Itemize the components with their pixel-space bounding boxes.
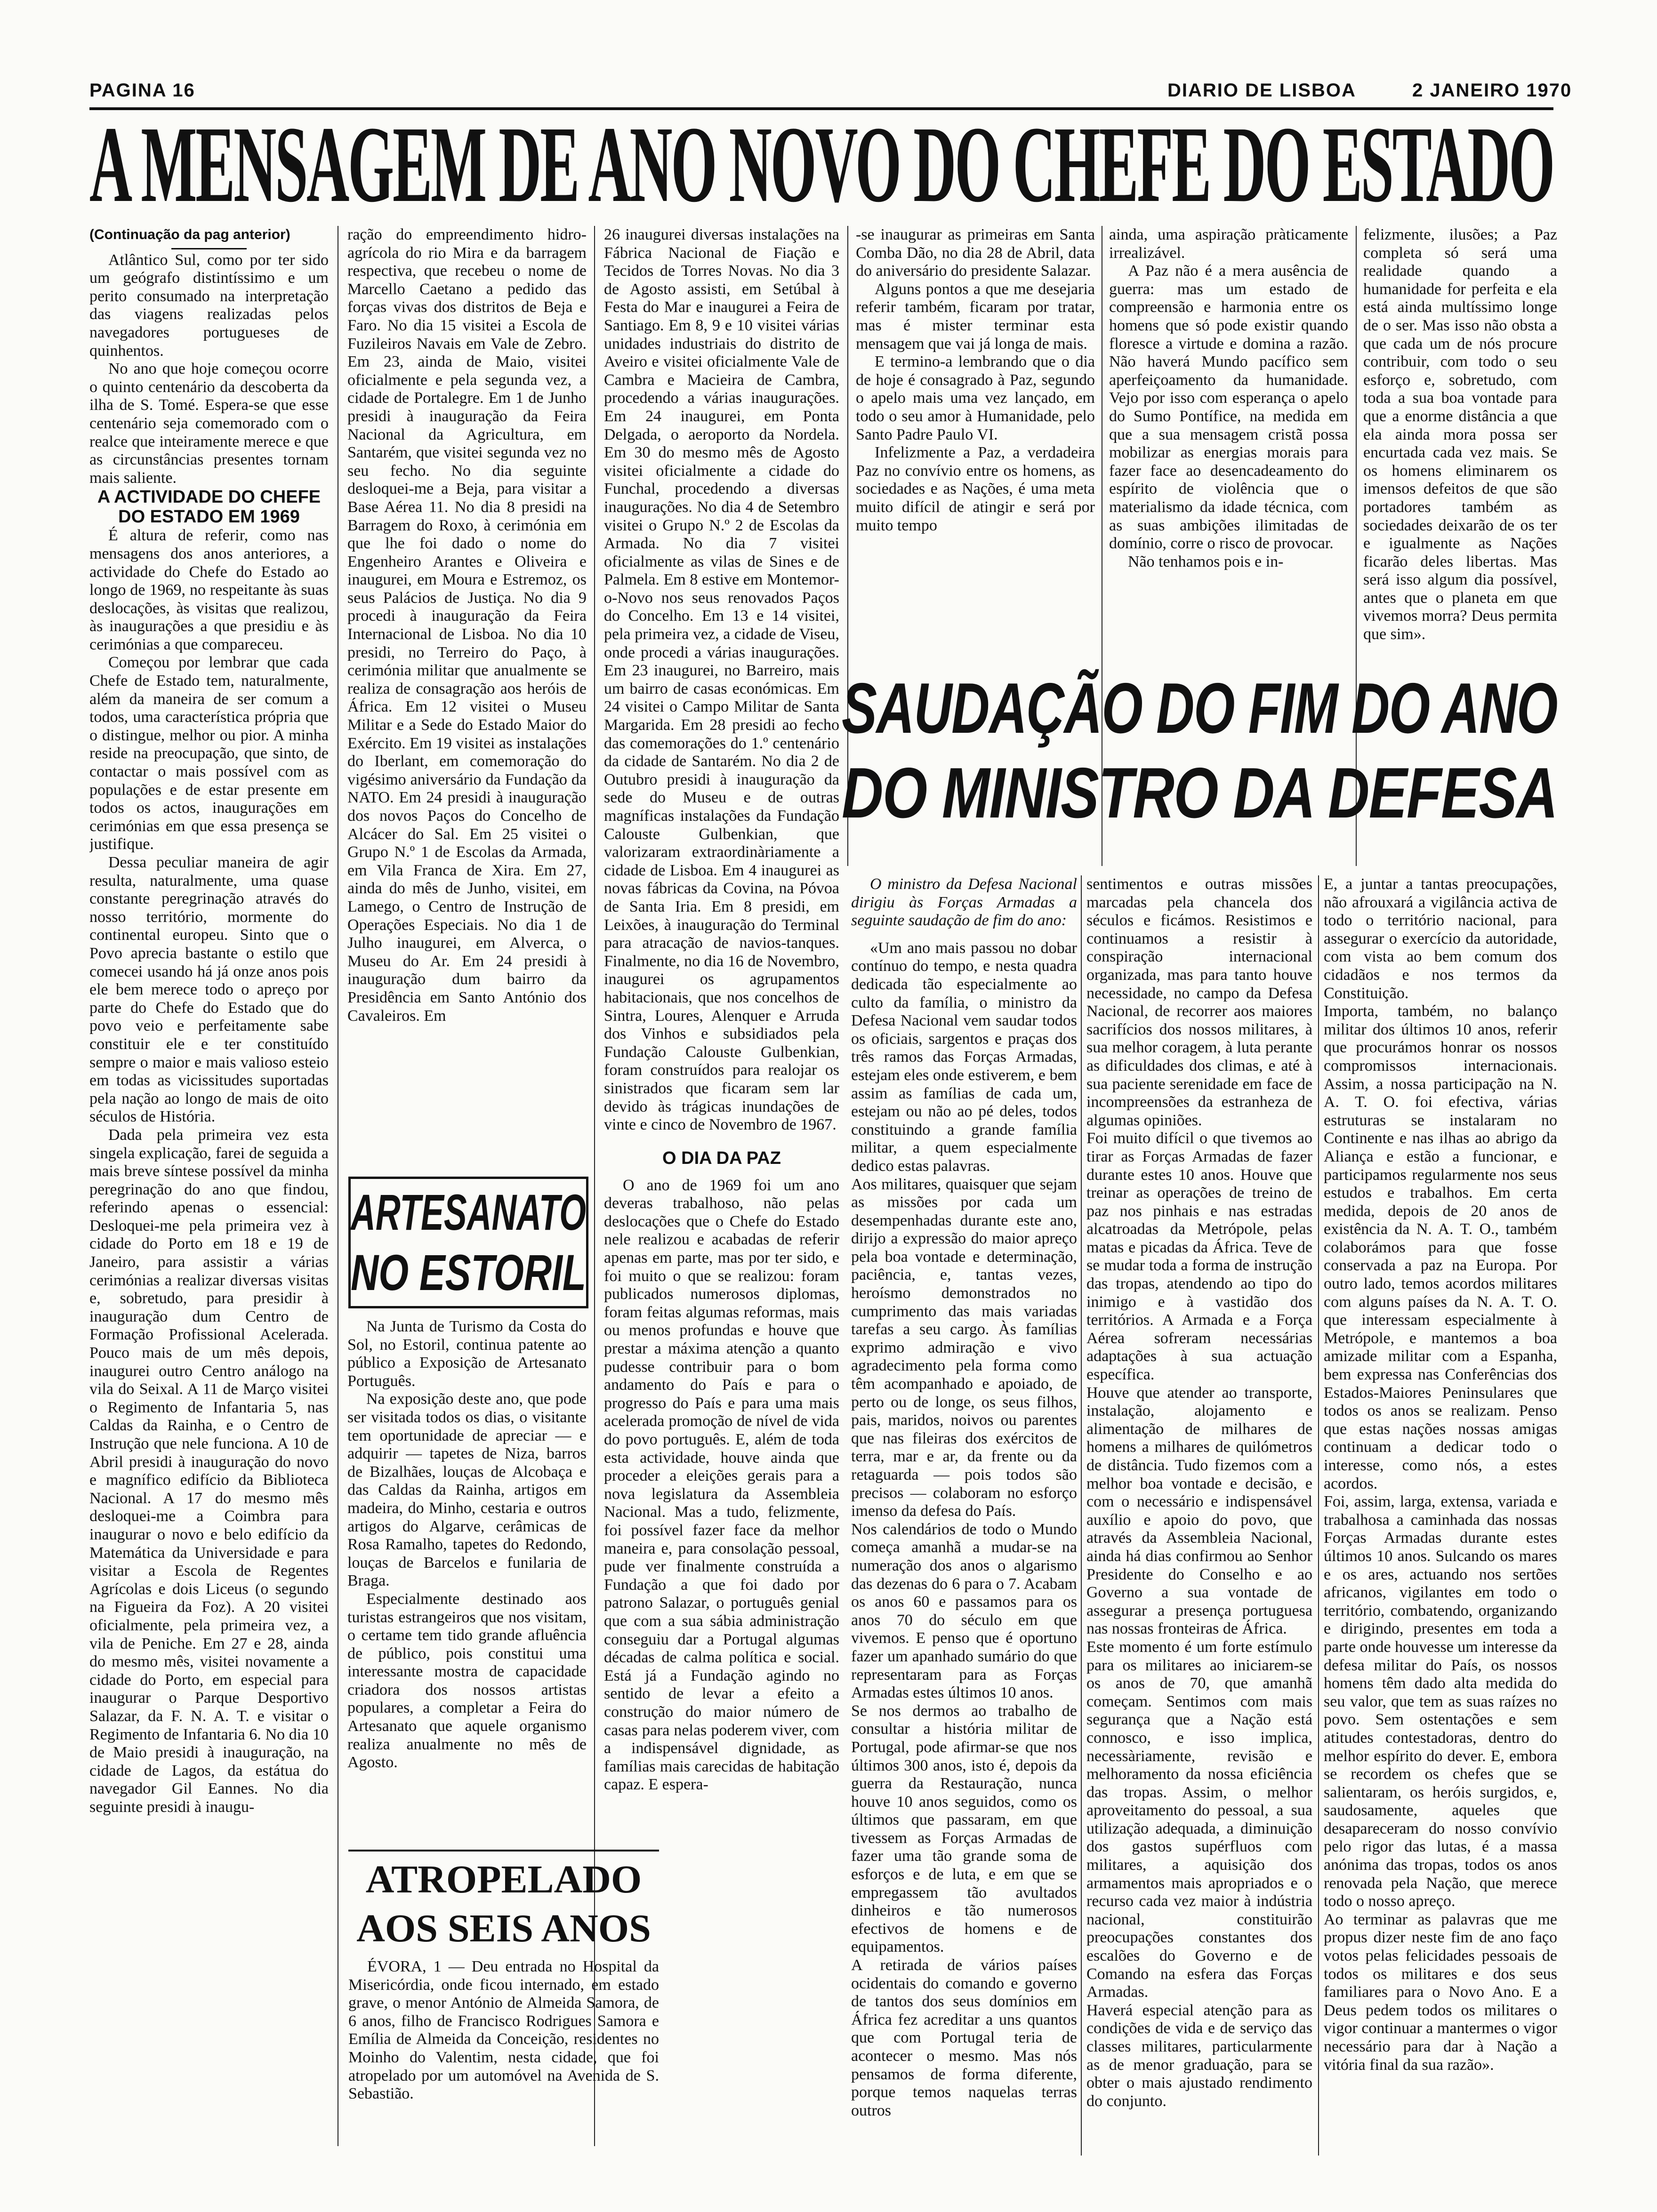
artesanato-title-line1: ARTESANATO: [351, 1185, 586, 1240]
paragraph: Dessa peculiar maneira de agir resulta, naturalmente, uma quase constante peregrinação através do nosso território, mormente do continental europeu. Sinto que o Povo aprecia bastante o estilo que comecei usando há já onze anos pois ele bem merece todo o apreço por parte do Chefe do Estado que do povo veio e perfeitamente sabe constituir ele e ter constituído sempre o maior e mais valioso esteio em todas as vicissitudes suportadas pela nação ao longo de mais de oito séculos de História.: [89, 854, 329, 1126]
issue-date: 2 JANEIRO 1970: [1412, 80, 1572, 101]
artesanato-title-box: [348, 1177, 588, 1308]
saudacao-intro: O ministro da Defesa Nacional dirigiu às Forças Armadas a seguinte saudação de fim do ano:: [851, 875, 1077, 930]
divider: [348, 1850, 659, 1851]
paragraph: ração do empreendimento hidro-agrícola do rio Mira e da barragem respectiva, que recebeu o nome de Marcello Caetano a pedido das forças vivas dos distritos de Beja e Faro. No dia 15 visitei a Escola de Fuzileiros Navais em Vale de Zebro. Em 23, ainda de Maio, visitei oficialmente e pela segunda vez, a cidade de Portalegre. Em 1 de Junho presidi à inauguração da Feira Nacional da Agricultura, em Santarém, que visitei segunda vez no seu fecho. No dia seguinte desloquei-me a Beja, para visitar a Base Aérea 11. No dia 8 presidi na Barragem do Roxo, à cerimónia em que lhe foi dado o nome do Engenheiro Arantes e Oliveira e inaugurei, em Moura e Estremoz, os seus Palácios de Justiça. No dia 9 procedi à inauguração da Feira Internacional de Lisboa. No dia 10 presidi, no Terreiro do Paço, à cerimónia militar que anualmente se realiza de consagração aos heróis de África. Em 12 visitei o Museu Militar e a Sede do Estado Maior do Exército. Em 19 visitei as instalações do Iberlant, em comemoração do vigésimo aniversário da Fundação da NATO. Em 24 presidi à inauguração dos novos Paços do Concelho de Alcácer do Sal. Em 25 visitei o Grupo N.º 1 de Escolas da Armada, em Vila Franca de Xira. Em 27, ainda do mês de Junho, visitei, em Lamego, o Centro de Instrução de Operações Especiais. No dia 1 de Julho inaugurei, em Alverca, o Museu do Ar. Em 24 presidi à inauguração dum bairro da Presidência em Santo António dos Cavaleiros. Em: [347, 226, 587, 1025]
paragraph: -se inaugurar as primeiras em Santa Comba Dão, no dia 28 de Abril, data do aniversário do presidente Salazar.: [856, 226, 1095, 280]
subheading-actividade: A ACTIVIDADE DO CHEFE DO ESTADO EM 1969: [97, 487, 321, 527]
paragraph: E termino-a lembrando que o dia de hoje é consagrado à Paz, segundo o apelo mais uma vez lançado, em todo o seu amor à Humanidade, pelo Santo Padre Paulo VI.: [856, 353, 1095, 443]
saudacao-column-2: [1086, 875, 1312, 2156]
header-rule: [89, 107, 1553, 110]
page-number: PAGINA 16: [89, 80, 195, 101]
paragraph: Não tenhamos pois e in-: [1128, 553, 1284, 570]
main-headline: A MENSAGEM DE ANO NOVO DO CHEFE DO ESTADO: [89, 118, 1553, 212]
article-column-3: [604, 226, 839, 1835]
paragraph: Dada pela primeira vez esta singela explicação, farei de seguida a mais breve síntese possível da minha peregrinação do ano que findou, referindo apenas o essencial: Desloquei-me pela primeira vez à cidade do Porto em 18 e 19 de Janeiro, para assistir a várias cerimónias a realizar diversas visitas e, sobretudo, para presidir à inauguração dum Centro de Formação Profissional Acelerada. Pouco mais de um mês depois, inaugurei outro Centro análogo na vila do Seixal. A 11 de Março visitei o Regimento de Infantaria 5, nas Caldas da Rainha, e o Centro de Instrução que nele funciona. A 10 de Abril presidi à inauguração do novo e magnífico edifício da Biblioteca Nacional. A 17 do mesmo mês desloquei-me a Coimbra para inaugurar o novo e belo edifício da Matemática da Universidade e para visitar a Escola de Regentes Agrícolas e dois Liceus (o segundo na Figueira da Foz). A 20 visitei oficialmente, pela primeira vez, a vila de Peniche. Em 27 e 28, ainda do mesmo mês, visitei novamente a cidade do Porto, em especial para inaugurar o Parque Desportivo Salazar, da F. N. A. T. e visitar o Regimento de Infantaria 6. No dia 10 de Maio presidi à inauguração, na cidade de Lagos, da estátua do navegador Gil Eannes. No dia seguinte presidi à inaugu-: [89, 1126, 329, 1816]
paragraph: ainda, uma aspiração pràticamente irrealizável.: [1109, 226, 1348, 262]
paragraph: Especialmente destinado aos turistas estrangeiros que nos visitam, o certame tem tido grande afluência de público, pois constitui uma interessante mostra de capacidade criadora dos nossos artistas populares, a completar a Feira do Artesanato que aquele organismo realiza anualmente no mês de Agosto.: [347, 1590, 587, 1771]
paragraph: É altura de referir, como nas mensagens dos anos anteriores, a actividade do Chefe do Estado ao longo de 1969, no respeitante às suas deslocações, às visitas que realizou, às inaugurações a que presidiu e às cerimónias a que compareceu.: [89, 527, 329, 653]
continuation-note: (Continuação da pag anterior): [89, 227, 290, 242]
paragraph: Na exposição deste ano, que pode ser visitada todos os dias, o visitante tem oportunidade de apreciar — e adquirir — tapetes de Niza, barros de Bizalhães, louças de Alcobaça e das Caldas da Rainha, artigos em madeira, do Minho, cestaria e outros artigos do Algarve, cerâmicas de Rosa Ramalho, tapetes do Redondo, louças de Barcelos e funilaria de Braga.: [347, 1390, 587, 1590]
paragraph: Começou por lembrar que cada Chefe de Estado tem, naturalmente, além da maneira de ser comum a todos, uma característica própria que o distingue, melhor ou pior. A minha reside na preocupação, que sinto, de contactar o mais possível com as populações e de estar presente em todos os actos, inaugurações em cerimónias em que essa presença se justifique.: [89, 654, 329, 853]
atropelado-title-line2: AOS SEIS ANOS: [356, 1907, 651, 1950]
paragraph: sentimentos e outras missões marcadas pela chancela dos séculos e ficámos. Resistimos e continuamos a resistir à conspiração internacional organizada, mas para tanto houve necessidade, no campo da Defesa Nacional, de recorrer aos maiores sacrifícios dos nossos militares, à sua melhor coragem, à luta perante as dificuldades dos climas, e até à sua paciente serenidade em face de incompreensões da estranheza de algumas opiniões. Foi muito difícil o que tivemos ao tirar as Forças Armadas de fazer durante estes 10 anos. Houve que treinar as operações de treino de paz nos pinhais e nas estradas alcatroadas da Metrópole, pelas matas e picadas da África. Teve de se mudar toda a forma de instrução das tropas, atendendo ao tipo do inimigo e à vastidão dos territórios. A Armada e a Força Aérea sofreram necessárias adaptações à sua actuação específica. Houve que atender ao transporte, instalação, alojamento e alimentação de milhares de homens a milhares de quilómetros de distância. Tudo fizemos com a melhor boa vontade e decisão, e com o necessário e indispensável auxílio e apoio do povo, que através da Assembleia Nacional, ainda há dias confirmou ao Senhor Presidente do Conselho e ao Governo a sua vontade de assegurar a presença portuguesa nas nossas fronteiras de África. Este momento é um forte estímulo para os militares ao iniciarem-se os anos de 70, que amanhã começam. Sentimos com mais segurança que a Nação está connosco, e isso implica, necessàriamente, revisão e melhoramento da nossa eficiência das tropas. Assim, o melhor aproveitamento do pessoal, a sua utilização adequada, a diminuição dos gastos supérfluos com militares, a aquisição dos armamentos mais apropriados e o recurso cada vez maior à indústria nacional, constituirão preocupações constantes dos escalões do Governo e de Comando na esfera das Forças Armadas. Haverá especial atenção para as condições de vida e de serviço das classes militares, particularmente as de menor graduação, para se obter o mais ajustado rendimento do conjunto.: [1086, 875, 1312, 2110]
article-column-1: [89, 226, 329, 2146]
saudacao-headline-line1: SAUDAÇÃO DO FIM DO ANO: [842, 668, 1557, 748]
paragraph: Atlântico Sul, como por ter sido um geógrafo distintíssimo e um perito consumado na interpretação das viagens realizadas pelos navegadores portugueses de quinhentos.: [89, 251, 329, 360]
paragraph: O ano de 1969 foi um ano deveras trabalhoso, não pelas deslocações que o Chefe do Estado nele realizou e acabadas de referir apenas em parte, mas por ter sido, e foi muito o que se realizou: foram publicados numerosos diplomas, foram feitas algumas reformas, mais ou menos profundas e houve que prestar a máxima atenção a quanto pudesse contribuir para o bom andamento do País e para o progresso do País e para uma mais acelerada promoção de nível de vida do povo português. E, além de toda esta actividade, houve ainda que proceder a eleições gerais para a nova legislatura da Assembleia Nacional. Mas a tudo, felizmente, foi possível fazer face da melhor maneira e, para consolação pessoal, pude ver finalmente construída a Fundação a que foi dado por patrono Salazar, o português genial que com a sua sábia administração conseguiu dar a Portugal algumas décadas de calma política e social. Está já a Fundação agindo no sentido de levar a efeito a construção do maior número de casas para nelas poderem viver, com a indispensável dignidade, as famílias mais carecidas de habitação capaz. E espera-: [604, 1176, 839, 1794]
paragraph: felizmente, ilusões; a Paz completa só será uma realidade quando a humanidade for perfeita e ela está ainda multíssimo longe de o ser. Mas isso não obsta a que cada um de nós procure contribuir, com todo o seu esforço e, sobretudo, com toda a sua boa vontade para que a enorme distância a que ela ainda mora possa ser encurtada cada vez mais. Se os homens eliminarem os imensos defeitos de que são portadores também as sociedades deixarão de os ter e igualmente as Nações ficarão deles libertas. Mas será isso algum dia possível, antes que o planeta em que vivemos morra? Deus permita que sim».: [1363, 226, 1557, 643]
paragraph: Infelizmente a Paz, a verdadeira Paz no convívio entre os homens, as sociedades e as Nações, é uma meta muito difícil de atingir e será por muito tempo: [856, 444, 1095, 534]
artesanato-title-line2: NO ESTORIL: [351, 1245, 586, 1300]
saudacao-column-1: [851, 875, 1077, 2156]
paragraph: «Um ano mais passou no dobar contínuo do tempo, e nesta quadra dedicada tão especialmente ao culto da família, o ministro da Defesa Nacional vem saudar todos os oficiais, sargentos e praças dos três ramos das Forças Armadas, estejam eles onde estiverem, e bem assim as famílias de cada um, estejam ou não ao pé deles, todos constituindo a grande família militar, a quem especialmente dedico estas palavras. Aos militares, quaisquer que sejam as missões por cada um desempenhadas durante este ano, dirijo a expressão do maior apreço pela boa vontade e determinação, paciência, e, tantas vezes, heroísmo demonstrados no cumprimento das mais variadas tarefas a seu cargo. Às famílias exprimo admiração e vivo agradecimento pela forma como têm acompanhado e apoiado, de perto ou de longe, os seus filhos, pais, maridos, noivos ou parentes que nas fileiras dos exércitos de terra, mar e ar, da frente ou da retaguarda — pois todos são precisos — colaboram no esforço imenso da defesa do País. Nos calendários de todo o Mundo começa amanhã a mudar-se na numeração dos anos o algarismo das dezenas do 6 para o 7. Acabam os anos 60 e passamos para os anos 70 do século em que vivemos. E penso que é oportuno fazer um apanhado sumário do que representaram para as Forças Armadas estes últimos 10 anos. Se nos dermos ao trabalho de consultar a história militar de Portugal, pode afirmar-se que nos últimos 300 anos, isto é, depois da guerra da Restauração, nunca houve 10 anos seguidos, como os últimos que passaram, em que tivessem as Forças Armadas de fazer uma tão grande soma de esforços e de luta, e em que se empregassem tão avultados dinheiros e tão numerosos efectivos de homens e de equipamentos. A retirada de vários países ocidentais do comando e governo de tantos dos seus domínios em África fez acreditar a uns quantos que com Portugal teria de acontecer o mesmo. Mas nós pensamos de forma diferente, porque temos naquelas terras outros: [851, 939, 1077, 2119]
paragraph: E, a juntar a tantas preocupações, não afrouxará a vigilância activa de todo o território nacional, para assegurar o exercício da autoridade, com vista ao bem comum dos cidadãos e nos termos da Constituição. Importa, também, no balanço militar dos últimos 10 anos, referir que procurámos honrar os nossos compromissos internacionais. Assim, a nossa participação na N. A. T. O. foi efectiva, várias estruturas se instalaram no Continente e nas ilhas ao abrigo da Aliança e estão a funcionar, e participamos regularmente nos seus estudos e trabalhos. Em certa medida, depois de 20 anos de existência da N. A. T. O., também colaborámos para que fosse conservada a paz na Europa. Por outro lado, temos acordos militares com alguns países da N. A. T. O. que interessam especialmente à Metrópole, e mantemos a boa amizade militar com a Espanha, bem expressa nas Conferências dos Estados-Maiores Peninsulares que todos os anos se realizam. Penso que estas nações nossas amigas continuam a dedicar todo o interesse, como nós, a estes acordos. Foi, assim, larga, extensa, variada e trabalhosa a caminhada das nossas Forças Armadas durante estes últimos 10 anos. Sulcando os mares e os ares, actuando nos sertões africanos, vigilantes em todo o território, combatendo, organizando e dirigindo, presentes em toda a parte onde houvesse um interesse da defesa militar do País, os nossos homens têm dado alta medida do seu valor, que tem as suas raízes no povo. Sem ostentações e sem atitudes contestadoras, dentro do melhor espírito do dever. E, embora se recordem os chefes que se salientaram, os heróis surgidos, e, saudosamente, aqueles que desapareceram do nosso convívio pelo rigor das lutas, é a massa anónima das tropas, todos os anos renovada pela Nação, que merece todo o nosso apreço. Ao terminar as palavras que me propus dizer neste fim de ano faço votos pelas felicidades pessoais de todos os militares e dos seus familiares para o Novo Ano. E a Deus pedem todos os militares o vigor continuar a mantermes o vigor necessário para dar à Nação a vitória final da sua razão».: [1324, 875, 1557, 2074]
paragraph: 26 inaugurei diversas instalações na Fábrica Nacional de Fiação e Tecidos de Torres Novas. No dia 3 de Agosto assisti, em Setúbal à Festa do Mar e inaugurei a Feira de Santiago. Em 8, 9 e 10 visitei várias unidades industriais do distrito de Aveiro e visitei oficialmente Vale de Cambra e Macieira de Cambra, procedendo a várias inaugurações. Em 24 inaugurei, em Ponta Delgada, o aeroporto da Nordela. Em 30 do mesmo mês de Agosto visitei oficialmente a cidade do Funchal, procedendo a diversas inaugurações. No dia 4 de Setembro visitei o Grupo N.º 2 de Escolas da Armada. No dia 7 visitei oficialmente as vilas de Sines e de Palmela. Em 8 estive em Montemor-o-Novo nos seus renovados Paços do Concelho. Em 13 e 14 visitei, pela primeira vez, a cidade de Viseu, onde procedi a várias inaugurações. Em 23 inaugurei, no Barreiro, mais um bairro de casas económicas. Em 24 visitei o Campo Militar de Santa Margarida. Em 28 presidi ao fecho das comemorações do 1.º centenário da cidade de Santarém. No dia 2 de Outubro presidi à inauguração da sede do Museu e de outras magníficas instalações da Fundação Calouste Gulbenkian, que valorizaram extraordinàriamente a cidade de Lisboa. Em 4 inaugurei as novas fábricas da Covina, na Póvoa de Santa Iria. Em 8 presidi, em Leixões, à inauguração do Terminal para atracação de navios-tanques. Finalmente, no dia 16 de Novembro, inaugurei os agrupamentos habitacionais, que nos concelhos de Sintra, Loures, Alenquer e Arruda dos Vinhos e subsidiados pela Fundação Calouste Gulbenkian, foram construídos para realojar os sinistrados que ficaram sem lar devido às trágicas inundações de vinte e cinco de Novembro de 1967.: [604, 226, 839, 1134]
subheading-dia-da-paz: O DIA DA PAZ: [662, 1148, 781, 1168]
atropelado-title-line1: ATROPELADO: [365, 1858, 642, 1901]
paragraph: A Paz não é a mera ausência de guerra: mas um estado de compreensão e harmonia entre os homens que só pode existir quando floresce a virtude e domina a razão. Não haverá Mundo pacífico sem aperfeiçoamento da humanidade. Vejo por isso com esperança o apelo do Sumo Pontífice, na medida em que a sua mensagem cristã possa mobilizar as energias morais para fazer face ao desencadeamento do espírito de violência que o materialismo da idade técnica, com as suas ambições ilimitadas de domínio, corre o risco de provocar.: [1109, 262, 1348, 553]
article-column-2: [347, 226, 587, 1144]
paragraph: ÉVORA, 1 — Deu entrada no Hospital da Misericórdia, onde ficou internado, em estado grave, o menor António de Almeida Samora, de 6 anos, filho de Francisco Rodrigues Samora e Emília de Almeida da Conceição, residentes no Moinho do Valentim, nesta cidade, que foi atropelado por um automóvel na Avenida de S. Sebastião.: [348, 1958, 659, 2103]
column-divider: [1081, 875, 1082, 2156]
atropelado-article: [348, 1958, 659, 2156]
paragraph: Na Junta de Turismo da Costa do Sol, no Estoril, continua patente ao público a Exposição de Artesanato Português.: [347, 1318, 587, 1390]
saudacao-column-3: [1324, 875, 1557, 2156]
paragraph: No ano que hoje começou ocorre o quinto centenário da descoberta da ilha de S. Tomé. Espera-se que esse centenário seja comemorado com o realce que inteiramente merece e que as circunstâncias presentes tornam mais saliente.: [89, 360, 329, 487]
divider: [171, 248, 247, 249]
paragraph: Alguns pontos a que me desejaria referir também, ficaram por tratar, mas é mister terminar esta mensagem que vai já longa de mais.: [856, 280, 1095, 353]
newspaper-name: DIARIO DE LISBOA: [1167, 80, 1356, 101]
saudacao-headline-line2: DO MINISTRO DA DEFESA: [842, 753, 1557, 833]
column-divider: [1318, 875, 1319, 2156]
